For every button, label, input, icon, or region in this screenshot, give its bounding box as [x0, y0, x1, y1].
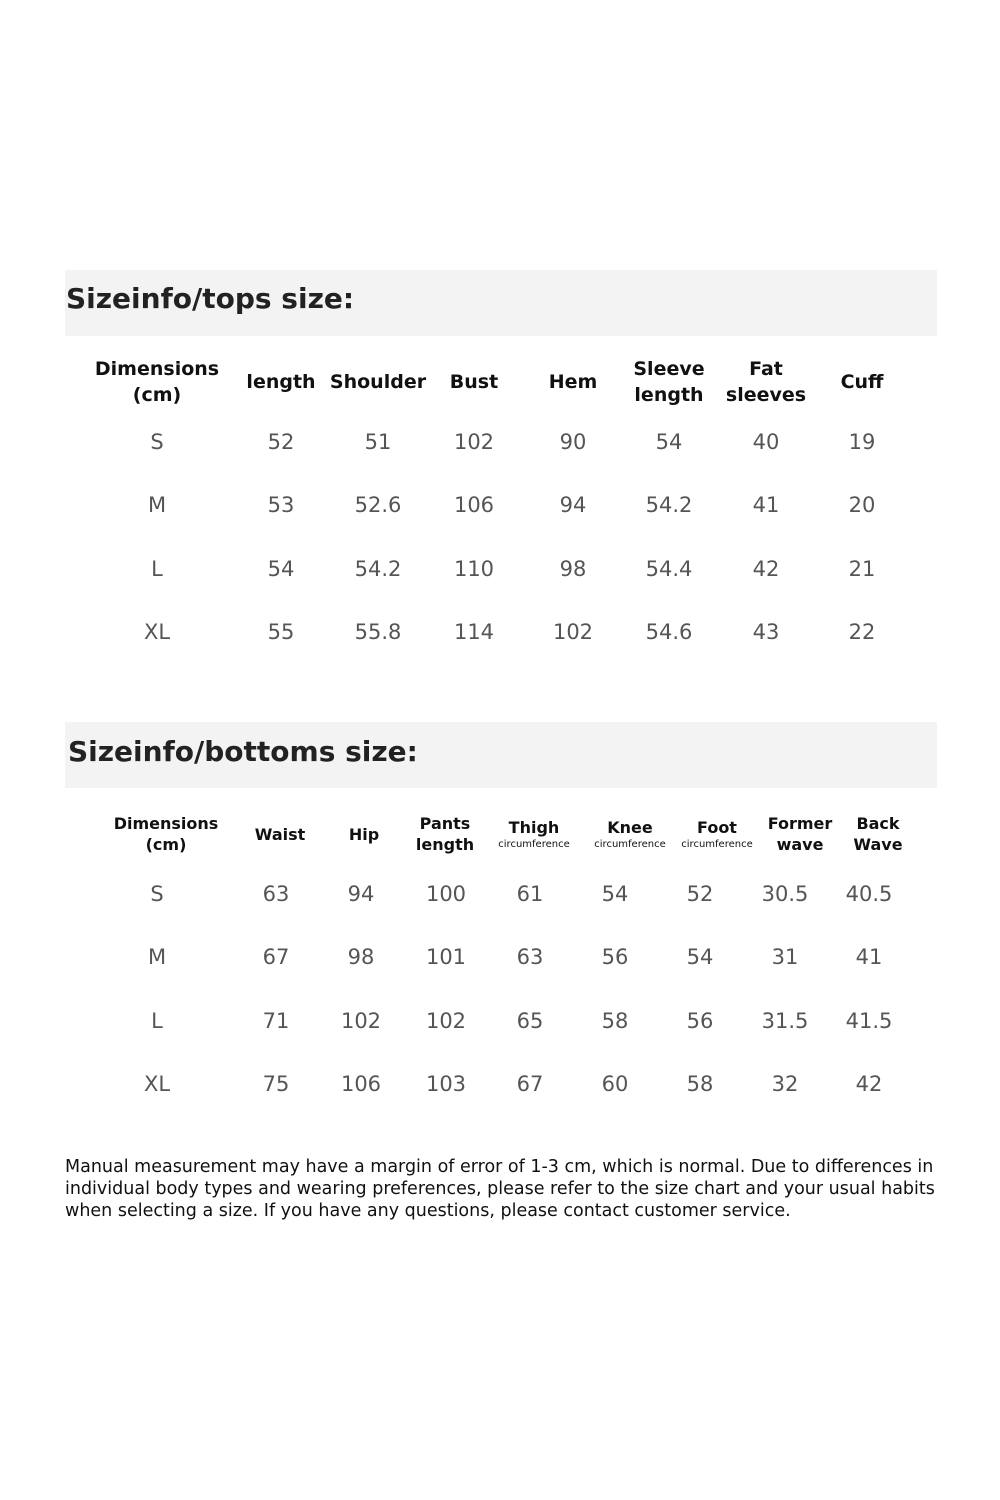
bottoms-cell-r2-c3: 102	[425, 1009, 467, 1033]
tops-cell-r0-c5: 54	[655, 430, 683, 454]
tops-cell-r1-c5: 54.2	[645, 493, 693, 517]
bottoms-cell-r0-c1: 63	[262, 882, 290, 906]
bottoms-cell-r3-c5: 60	[601, 1072, 629, 1096]
bottoms-header-6	[681, 817, 752, 852]
bottoms-cell-r3-c3: 103	[425, 1072, 467, 1096]
bottoms-cell-r3-c7: 32	[771, 1072, 799, 1096]
bottoms-cell-r0-c8: 40.5	[845, 882, 893, 906]
bottoms-cell-r1-c5: 56	[601, 945, 629, 969]
tops-title-band	[65, 270, 937, 336]
tops-header-label: Dimensions (cm)	[94, 358, 220, 406]
bottoms-title-band	[65, 722, 937, 788]
tops-cell-r2-c6: 42	[752, 557, 780, 581]
tops-header-4	[549, 369, 598, 395]
tops-title: Sizeinfo/tops size:	[66, 282, 355, 315]
bottoms-cell-r0-c4: 61	[516, 882, 544, 906]
tops-cell-r3-c4: 102	[552, 620, 594, 644]
tops-cell-r3-c2: 55.8	[354, 620, 402, 644]
bottoms-header-2	[349, 824, 379, 845]
bottoms-cell-r2-c1: 71	[262, 1009, 290, 1033]
bottoms-header-sublabel: circumference	[681, 838, 753, 850]
bottoms-header-sublabel: circumference	[594, 838, 666, 850]
tops-cell-r1-c4: 94	[559, 493, 587, 517]
tops-header-3	[450, 369, 498, 395]
tops-cell-r2-c1: 54	[267, 557, 295, 581]
bottoms-cell-r1-c6: 54	[686, 945, 714, 969]
tops-header-label: Shoulder	[329, 371, 427, 393]
tops-header-6	[726, 356, 806, 408]
tops-cell-r0-c4: 90	[559, 430, 587, 454]
bottoms-cell-r3-c1: 75	[262, 1072, 290, 1096]
measurement-note: Manual measurement may have a margin of error of 1-3 cm, which is normal. Due to differences in individual body types and wearing preferences, please refer to the size chart and your usual habits when selecting a size. If you have any questions, please contact customer service.	[65, 1157, 935, 1221]
bottoms-cell-r1-c7: 31	[771, 945, 799, 969]
bottoms-header-sublabel: circumference	[498, 838, 570, 850]
bottoms-cell-r1-c4: 63	[516, 945, 544, 969]
bottoms-header-label: Back Wave	[853, 814, 903, 854]
bottoms-cell-r0-c5: 54	[601, 882, 629, 906]
bottoms-header-label: Knee	[607, 817, 653, 837]
tops-header-0	[95, 356, 219, 408]
tops-cell-r1-c1: 53	[267, 493, 295, 517]
bottoms-cell-r3-c8: 42	[855, 1072, 883, 1096]
bottoms-cell-r2-c4: 65	[516, 1009, 544, 1033]
tops-cell-r0-c2: 51	[364, 430, 392, 454]
bottoms-header-label: Dimensions (cm)	[113, 814, 219, 854]
tops-header-1	[246, 369, 315, 395]
bottoms-header-1	[255, 824, 306, 845]
tops-cell-r1-c7: 20	[848, 493, 876, 517]
bottoms-header-4	[498, 817, 569, 852]
bottoms-cell-r1-c8: 41	[855, 945, 883, 969]
tops-cell-r1-c0: M	[147, 493, 167, 517]
tops-header-label: length	[246, 371, 316, 393]
bottoms-header-7	[768, 813, 833, 855]
bottoms-cell-r1-c0: M	[147, 945, 167, 969]
bottoms-cell-r2-c2: 102	[340, 1009, 382, 1033]
tops-cell-r2-c3: 110	[453, 557, 495, 581]
bottoms-cell-r3-c6: 58	[686, 1072, 714, 1096]
tops-header-label: Hem	[548, 371, 598, 393]
tops-cell-r2-c7: 21	[848, 557, 876, 581]
tops-cell-r3-c0: XL	[143, 620, 171, 644]
tops-cell-r1-c3: 106	[453, 493, 495, 517]
bottoms-cell-r0-c2: 94	[347, 882, 375, 906]
bottoms-header-label: Waist	[254, 824, 306, 844]
tops-header-label: Fat sleeves	[725, 358, 807, 406]
tops-cell-r1-c2: 52.6	[354, 493, 402, 517]
bottoms-cell-r2-c8: 41.5	[845, 1009, 893, 1033]
tops-cell-r2-c4: 98	[559, 557, 587, 581]
tops-cell-r0-c0: S	[150, 430, 164, 454]
tops-header-label: Sleeve length	[633, 358, 705, 406]
tops-header-7	[841, 369, 884, 395]
bottoms-cell-r2-c6: 56	[686, 1009, 714, 1033]
bottoms-cell-r0-c7: 30.5	[761, 882, 809, 906]
tops-cell-r0-c3: 102	[453, 430, 495, 454]
tops-header-5	[633, 356, 704, 408]
tops-cell-r1-c6: 41	[752, 493, 780, 517]
tops-cell-r0-c6: 40	[752, 430, 780, 454]
tops-header-2	[330, 369, 426, 395]
tops-cell-r3-c5: 54.6	[645, 620, 693, 644]
bottoms-header-3	[416, 813, 474, 855]
tops-header-label: Bust	[449, 371, 499, 393]
bottoms-header-8	[853, 813, 902, 855]
bottoms-cell-r0-c6: 52	[686, 882, 714, 906]
tops-cell-r2-c0: L	[151, 557, 163, 581]
bottoms-header-0	[114, 813, 219, 855]
bottoms-header-label: Pants length	[415, 814, 475, 854]
bottoms-cell-r1-c3: 101	[425, 945, 467, 969]
tops-cell-r3-c6: 43	[752, 620, 780, 644]
bottoms-cell-r3-c4: 67	[516, 1072, 544, 1096]
bottoms-header-label: Hip	[348, 824, 380, 844]
tops-cell-r0-c1: 52	[267, 430, 295, 454]
tops-cell-r3-c1: 55	[267, 620, 295, 644]
bottoms-cell-r2-c5: 58	[601, 1009, 629, 1033]
bottoms-cell-r0-c0: S	[150, 882, 164, 906]
bottoms-cell-r0-c3: 100	[425, 882, 467, 906]
bottoms-cell-r2-c7: 31.5	[761, 1009, 809, 1033]
tops-cell-r2-c2: 54.2	[354, 557, 402, 581]
bottoms-header-label: Foot	[697, 817, 737, 837]
bottoms-cell-r3-c2: 106	[340, 1072, 382, 1096]
bottoms-cell-r1-c2: 98	[347, 945, 375, 969]
tops-cell-r3-c3: 114	[453, 620, 495, 644]
bottoms-header-5	[594, 817, 665, 852]
bottoms-header-label: Thigh	[508, 817, 560, 837]
bottoms-header-label: Former wave	[767, 814, 833, 854]
bottoms-cell-r1-c1: 67	[262, 945, 290, 969]
bottoms-title: Sizeinfo/bottoms size:	[68, 735, 418, 768]
tops-cell-r3-c7: 22	[848, 620, 876, 644]
bottoms-cell-r2-c0: L	[151, 1009, 163, 1033]
tops-cell-r2-c5: 54.4	[645, 557, 693, 581]
tops-cell-r0-c7: 19	[848, 430, 876, 454]
bottoms-cell-r3-c0: XL	[143, 1072, 171, 1096]
tops-header-label: Cuff	[840, 371, 884, 393]
